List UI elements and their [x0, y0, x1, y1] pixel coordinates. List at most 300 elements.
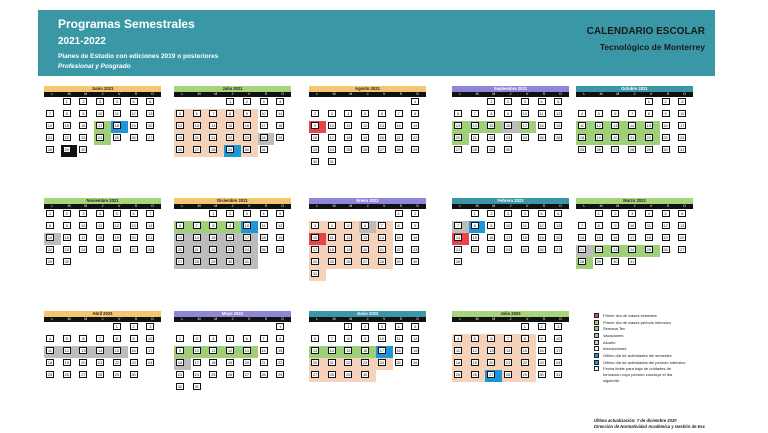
day-cell [502, 358, 519, 370]
empty-cell [326, 97, 343, 109]
day-number: 8 [63, 110, 71, 117]
day-cell [326, 245, 343, 257]
day-cell [241, 209, 258, 221]
day-cell [128, 233, 145, 245]
day-cell [258, 334, 275, 346]
day-cell [94, 346, 111, 358]
day-cell [128, 322, 145, 334]
day-cell [502, 221, 519, 233]
day-cell [393, 322, 410, 334]
day-number: 5 [113, 210, 121, 217]
day-cell [44, 346, 61, 358]
day-cell [207, 109, 224, 121]
day-number: 10 [329, 124, 334, 128]
day-cell [144, 233, 161, 245]
weekday-label: J [101, 92, 104, 96]
day-number: 8 [521, 335, 529, 342]
day-number: 6 [311, 335, 319, 342]
day-number: 28 [630, 148, 635, 152]
day-number: 2 [411, 210, 419, 217]
day-number: 22 [472, 248, 477, 252]
weekday-label: L [459, 204, 462, 208]
day-cell [359, 346, 376, 358]
day-cell [224, 257, 241, 269]
day-number: 21 [329, 361, 334, 365]
day-number: 15 [211, 236, 216, 240]
day-cell [326, 157, 343, 169]
day-number: 4 [521, 210, 529, 217]
day-number: 14 [47, 124, 53, 128]
day-number: 28 [261, 373, 266, 377]
day-cell [676, 121, 693, 133]
day-cell [359, 145, 376, 157]
day-number: 19 [177, 136, 183, 140]
day-number: 14 [261, 349, 266, 353]
day-cell [191, 370, 208, 382]
day-number: 17 [506, 236, 511, 240]
weekday-label: J [231, 204, 234, 208]
day-cell [519, 358, 536, 370]
day-cell [576, 121, 593, 133]
weekday-label: M [492, 204, 496, 208]
day-cell [536, 209, 553, 221]
day-number: 29 [489, 148, 494, 152]
weekday-label: L [51, 92, 54, 96]
day-number: 21 [98, 361, 103, 365]
day-number: 28 [579, 260, 585, 264]
month-calendar [309, 198, 426, 281]
legend [594, 312, 714, 384]
day-number: 22 [396, 248, 401, 252]
day-number: 10 [630, 224, 635, 228]
day-number: 14 [98, 349, 103, 353]
day-cell [609, 133, 626, 145]
day-cell [174, 133, 191, 145]
day-cell [77, 133, 94, 145]
day-number: 31 [194, 385, 199, 389]
legend-swatch [594, 366, 599, 371]
day-number: 29 [228, 148, 233, 152]
day-cell [359, 322, 376, 334]
day-number: 19 [556, 124, 561, 128]
day-number: 25 [346, 148, 351, 152]
day-number: 19 [663, 236, 668, 240]
day-number: 5 [130, 98, 138, 105]
empty-cell [452, 97, 469, 109]
day-cell [258, 121, 275, 133]
day-number: 28 [329, 373, 334, 377]
weekday-label: V [118, 317, 121, 321]
weekday-label: L [51, 204, 54, 208]
day-cell [519, 121, 536, 133]
day-cell [676, 133, 693, 145]
weekday-label: D [416, 317, 419, 321]
day-number: 4 [328, 222, 336, 229]
legend-item [594, 312, 714, 319]
day-number: 25 [329, 260, 334, 264]
day-number: 25 [98, 248, 103, 252]
day-number: 3 [628, 210, 636, 217]
day-cell [552, 109, 569, 121]
month-calendar [576, 198, 693, 269]
day-number: 23 [539, 361, 544, 365]
day-cell [409, 257, 426, 269]
day-number: 1 [344, 323, 352, 330]
day-cell [660, 121, 677, 133]
day-number: 28 [211, 148, 216, 152]
day-number: 16 [489, 236, 494, 240]
day-cell [44, 358, 61, 370]
weekday-label: M [84, 204, 88, 208]
day-number: 19 [131, 124, 136, 128]
day-number: 6 [243, 335, 251, 342]
empty-cell [342, 209, 359, 221]
weekday-label: V [118, 92, 121, 96]
day-cell [191, 221, 208, 233]
day-number: 18 [47, 361, 53, 365]
day-number: 3 [311, 222, 319, 229]
day-number: 28 [148, 248, 153, 252]
day-cell [393, 133, 410, 145]
day-number: 17 [556, 349, 561, 353]
day-cell [111, 221, 128, 233]
weekday-label: V [248, 317, 251, 321]
day-number: 22 [646, 136, 651, 140]
day-number: 11 [454, 347, 462, 354]
day-number: 31 [329, 160, 334, 164]
day-number: 2 [79, 98, 87, 105]
day-number: 3 [678, 98, 686, 105]
day-number: 11 [260, 222, 268, 229]
weekday-label: M [599, 92, 603, 96]
empty-cell [309, 322, 326, 334]
day-cell [536, 233, 553, 245]
day-cell [241, 133, 258, 145]
day-cell [144, 109, 161, 121]
day-cell [519, 233, 536, 245]
day-number: 27 [148, 136, 153, 140]
day-number: 14 [396, 124, 401, 128]
weekday-label: D [151, 204, 154, 208]
day-number: 20 [363, 248, 368, 252]
weekday-label: J [633, 204, 636, 208]
weekday-label: M [84, 92, 88, 96]
day-cell [376, 133, 393, 145]
day-cell [77, 233, 94, 245]
day-cell [626, 257, 643, 269]
day-cell [111, 233, 128, 245]
weekday-label: M [214, 204, 218, 208]
day-cell [409, 233, 426, 245]
day-cell [376, 358, 393, 370]
day-cell [643, 97, 660, 109]
day-number: 4 [395, 323, 403, 330]
day-number: 12 [64, 349, 69, 353]
day-number: 30 [613, 260, 618, 264]
day-cell [452, 346, 469, 358]
day-number: 15 [114, 349, 119, 353]
day-number: 18 [346, 136, 351, 140]
legend-swatch [594, 353, 599, 358]
empty-cell [44, 322, 61, 334]
day-number: 11 [344, 122, 352, 129]
day-number: 1 [395, 210, 403, 217]
day-cell [452, 257, 469, 269]
day-number: 10 [98, 112, 103, 116]
weekday-label: V [650, 204, 653, 208]
day-number: 4 [96, 210, 104, 217]
day-cell [94, 209, 111, 221]
day-number: 12 [663, 224, 668, 228]
day-number: 28 [472, 148, 477, 152]
weekday-label: L [459, 92, 462, 96]
day-cell [469, 233, 486, 245]
day-number: 4 [46, 335, 54, 342]
day-cell [359, 109, 376, 121]
weekday-label: M [67, 204, 71, 208]
day-number: 28 [194, 260, 199, 264]
day-cell [452, 358, 469, 370]
header-banner [38, 10, 715, 76]
month-title: Octubre 2021 [576, 86, 693, 92]
day-cell [376, 346, 393, 358]
day-number: 6 [79, 335, 87, 342]
day-number: 2 [487, 210, 495, 217]
day-cell [128, 334, 145, 346]
month-title: Julio 2022 [452, 311, 569, 317]
weekday-label: M [616, 204, 620, 208]
day-number: 14 [379, 236, 384, 240]
empty-cell [191, 209, 208, 221]
day-number: 25 [455, 373, 461, 377]
day-number: 27 [613, 148, 618, 152]
weekday-label: D [416, 204, 419, 208]
day-number: 15 [47, 236, 53, 240]
day-cell [128, 209, 145, 221]
weekday-label: V [383, 317, 386, 321]
empty-cell [376, 97, 393, 109]
day-cell [376, 334, 393, 346]
day-number: 23 [363, 361, 368, 365]
day-cell [191, 121, 208, 133]
day-number: 17 [244, 236, 249, 240]
day-number: 8 [395, 222, 403, 229]
day-cell [552, 358, 569, 370]
day-cell [241, 109, 258, 121]
day-number: 30 [244, 148, 249, 152]
day-number: 18 [455, 361, 461, 365]
day-number: 28 [506, 373, 511, 377]
day-number: 21 [211, 136, 216, 140]
day-number: 13 [455, 124, 461, 128]
day-number: 5 [361, 110, 369, 117]
day-number: 8 [344, 335, 352, 342]
weekday-label: J [366, 204, 369, 208]
legend-swatch [594, 313, 599, 318]
day-number: 25 [114, 136, 119, 140]
day-cell [274, 209, 291, 221]
day-cell [485, 121, 502, 133]
day-number: 20 [613, 136, 618, 140]
day-number: 12 [413, 337, 418, 341]
day-number: 2 [226, 210, 234, 217]
day-number: 10 [194, 349, 199, 353]
day-cell [174, 370, 191, 382]
day-number: 29 [596, 260, 601, 264]
day-number: 21 [579, 248, 585, 252]
day-number: 24 [556, 361, 561, 365]
day-number: 11 [578, 122, 586, 129]
day-number: 17 [522, 124, 527, 128]
day-cell [626, 209, 643, 221]
day-number: 20 [131, 236, 136, 240]
day-cell [359, 121, 376, 133]
legend-item [594, 339, 714, 346]
month-title: Agosto 2021 [309, 86, 426, 92]
day-cell [409, 133, 426, 145]
day-number: 24 [261, 136, 266, 140]
day-number: 6 [361, 222, 369, 229]
month-calendar [309, 86, 426, 169]
legend-item [594, 352, 714, 359]
day-number: 13 [312, 349, 318, 353]
empty-cell [469, 97, 486, 109]
day-cell [576, 145, 593, 157]
day-number: 4 [454, 335, 462, 342]
month-calendar [452, 86, 569, 157]
day-number: 19 [472, 361, 477, 365]
day-cell [61, 109, 78, 121]
weekday-label: D [559, 92, 562, 96]
day-cell [144, 209, 161, 221]
day-number: 26 [596, 148, 601, 152]
day-number: 9 [176, 347, 184, 354]
day-cell [409, 245, 426, 257]
day-cell [61, 221, 78, 233]
day-cell [274, 109, 291, 121]
day-number: 4 [113, 98, 121, 105]
day-cell [359, 133, 376, 145]
day-number: 16 [131, 349, 136, 353]
day-cell [44, 257, 61, 269]
legend-swatch [594, 346, 599, 351]
day-cell [94, 370, 111, 382]
day-cell [409, 334, 426, 346]
day-number: 26 [413, 361, 418, 365]
month-title: Junio 2022 [309, 311, 426, 317]
day-cell [409, 322, 426, 334]
day-number: 7 [209, 110, 217, 117]
day-number: 2 [611, 210, 619, 217]
day-number: 16 [312, 136, 318, 140]
day-number: 8 [471, 222, 479, 229]
day-cell [660, 233, 677, 245]
day-number: 1 [63, 98, 71, 105]
day-number: 23 [244, 136, 249, 140]
day-cell [359, 233, 376, 245]
day-cell [77, 346, 94, 358]
header-right-subtitle: Tecnológico de Monterrey [599, 42, 705, 52]
day-number: 18 [278, 124, 283, 128]
weekday-label: S [264, 92, 268, 96]
day-number: 5 [554, 98, 562, 105]
header-subtitle: Planes de Estudio con ediciones 2019 o posteriores [58, 53, 219, 60]
day-cell [111, 97, 128, 109]
day-cell [536, 121, 553, 133]
day-cell [626, 233, 643, 245]
day-number: 17 [148, 349, 153, 353]
day-number: 15 [64, 124, 69, 128]
day-cell [224, 233, 241, 245]
month-calendar [44, 198, 161, 269]
day-cell [552, 322, 569, 334]
day-cell [409, 346, 426, 358]
day-number: 22 [278, 361, 283, 365]
weekday-label: M [475, 92, 479, 96]
day-cell [536, 322, 553, 334]
day-cell [258, 233, 275, 245]
day-number: 27 [131, 248, 136, 252]
empty-cell [359, 97, 376, 109]
empty-cell [326, 209, 343, 221]
day-number: 13 [194, 124, 199, 128]
day-cell [593, 145, 610, 157]
empty-cell [174, 97, 191, 109]
footer [594, 418, 705, 429]
day-number: 7 [193, 222, 201, 229]
day-number: 7 [328, 335, 336, 342]
day-cell [593, 133, 610, 145]
day-number: 29 [396, 260, 401, 264]
day-cell [576, 257, 593, 269]
day-number: 5 [276, 210, 284, 217]
day-cell [469, 334, 486, 346]
day-number: 8 [411, 110, 419, 117]
day-cell [643, 245, 660, 257]
day-number: 12 [556, 112, 561, 116]
day-cell [609, 221, 626, 233]
day-number: 9 [504, 110, 512, 117]
weekday-label: S [399, 317, 403, 321]
weekday-label: L [583, 204, 586, 208]
day-number: 21 [506, 361, 511, 365]
day-cell [485, 145, 502, 157]
empty-cell [593, 97, 610, 109]
day-cell [309, 221, 326, 233]
legend-item [594, 359, 714, 366]
day-number: 20 [455, 136, 461, 140]
day-cell [224, 346, 241, 358]
day-number: 6 [678, 210, 686, 217]
legend-swatch [594, 320, 599, 325]
weekday-label: J [509, 204, 512, 208]
month-title: Diciembre 2021 [174, 198, 291, 204]
day-number: 27 [81, 373, 86, 377]
day-cell [94, 109, 111, 121]
day-number: 13 [363, 236, 368, 240]
day-cell [609, 145, 626, 157]
day-number: 28 [396, 148, 401, 152]
day-number: 11 [521, 222, 529, 229]
day-cell [502, 145, 519, 157]
day-number: 24 [98, 136, 103, 140]
day-cell [469, 209, 486, 221]
day-cell [393, 109, 410, 121]
day-number: 18 [211, 361, 216, 365]
day-number: 22 [489, 136, 494, 140]
day-number: 1 [46, 210, 54, 217]
day-number: 31 [630, 260, 635, 264]
